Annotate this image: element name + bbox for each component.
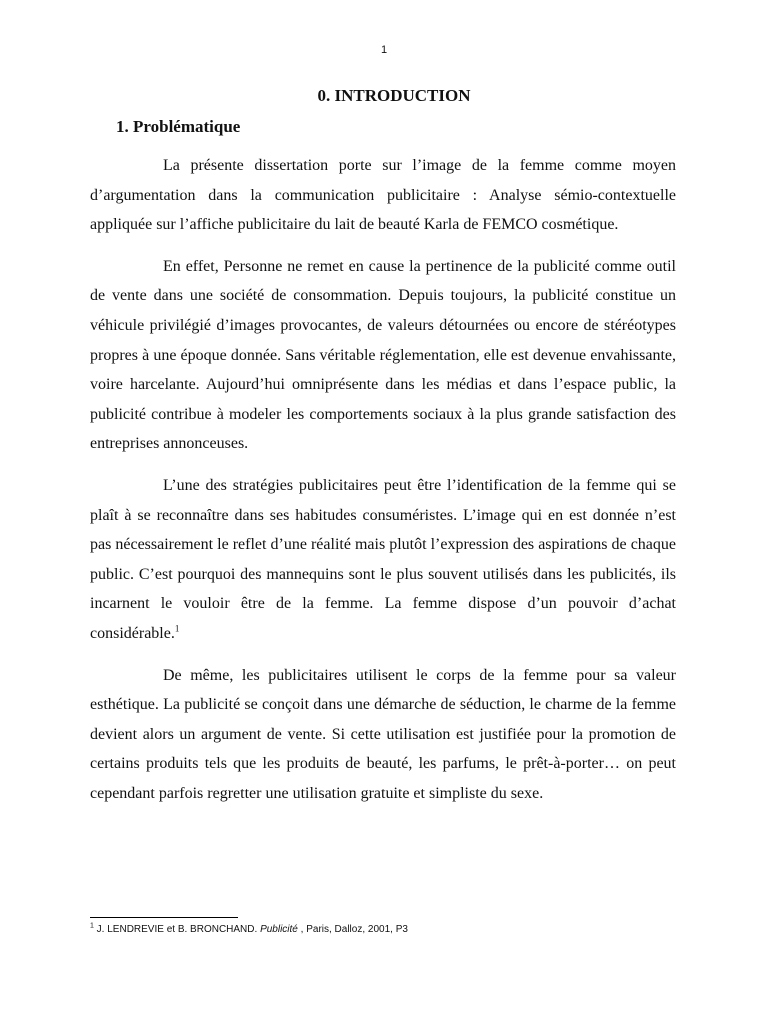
- paragraph-3: [90, 471, 676, 649]
- footnote-separator: [90, 917, 238, 918]
- page-number: 1: [380, 44, 388, 56]
- paragraph-3-text: L’une des stratégies publicitaires peut être l’identification de la femme qui se plaît à se reconnaître dans ses habitudes consuméristes. L’image qui en est donnée n’est pas nécessairement le reflet d’une réalité mais plutôt l’expression des aspirations de chaque public. C’est pourquoi des mannequins sont le plus souvent utilisés dans les publicités, ils incarnent le vouloir être de la femme. La femme dispose d’un pouvoir d’achat considérable.: [90, 476, 676, 642]
- body-text: [90, 151, 676, 820]
- footnote-authors: J. LENDREVIE et B. BRONCHAND.: [93, 924, 261, 935]
- footnote-work-title: Publicité: [260, 924, 298, 935]
- paragraph-2: En effet, Personne ne remet en cause la pertinence de la publicité comme outil de vente dans une société de consommation. Depuis toujours, la publicité constitue un véhicule privilégié d’images provocantes, de valeurs détournées ou encore de stéréotypes propres à une époque donnée. Sans véritable réglementation, elle est devenue envahissante, voire harcelante. Aujourd’hui omniprésente dans les médias et dans l’espace public, la publicité contribue à modeler les comportements sociaux à la plus grande satisfaction des entreprises annonceuses.: [90, 257, 676, 453]
- footnote-details: , Paris, Dalloz, 2001, P3: [297, 924, 408, 935]
- footnote-reference[interactable]: 1: [174, 623, 180, 634]
- footnote-number: 1: [90, 922, 94, 930]
- paragraph-4: De même, les publicitaires utilisent le corps de la femme pour sa valeur esthétique. La publicité se conçoit dans une démarche de séduction, le charme de la femme devient alors un argument de vente. Si cette utilisation est justifiée pour la promotion de certains produits tels que les produits de beauté, les parfums, le prêt-à-porter… on peut cependant parfois regretter une utilisation gratuite et simpliste du sexe.: [90, 666, 676, 802]
- footnote: [90, 924, 408, 935]
- section-heading: 1. Problématique: [116, 117, 241, 136]
- page-title: 0. INTRODUCTION: [317, 86, 471, 105]
- paragraph-1: La présente dissertation porte sur l’image de la femme comme moyen d’argumentation dans la communication publicitaire : Analyse sémio-contextuelle appliquée sur l’affiche publicitaire du lait de beauté Karla de FEMCO cosmétique.: [90, 157, 676, 234]
